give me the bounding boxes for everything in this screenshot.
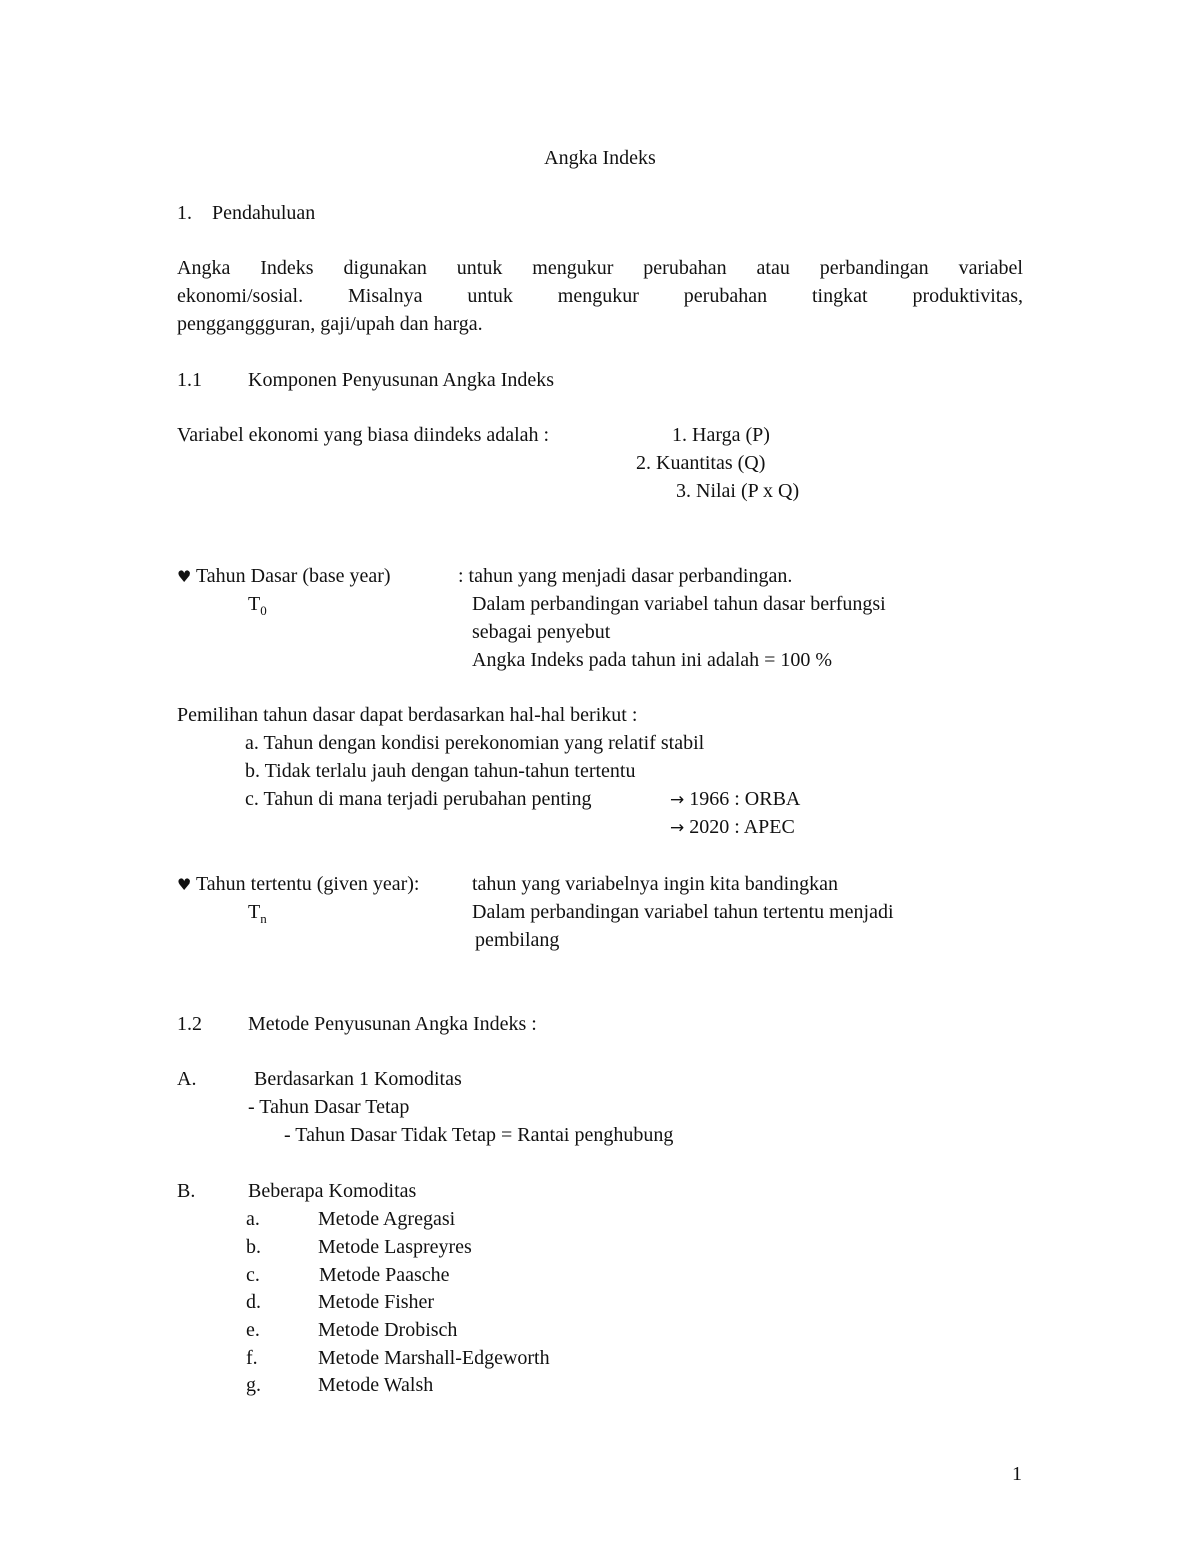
intro-paragraph-line-2: ekonomi/sosial. Misalnya untuk mengukur perubahan tingkat produktivitas, <box>177 285 1023 307</box>
base-year-desc: sebagai penyebut <box>472 621 611 643</box>
method-name: Metode Marshall-Edgeworth <box>318 1347 550 1369</box>
base-year-desc: : tahun yang menjadi dasar perbandingan. <box>458 565 793 587</box>
section-1-1-heading: Komponen Penyusunan Angka Indeks <box>248 369 555 391</box>
method-name: Metode Walsh <box>318 1374 434 1396</box>
selection-example: → 1966 : ORBA <box>670 788 801 810</box>
method-letter: a. <box>246 1208 260 1230</box>
page-title: Angka Indeks <box>544 147 656 169</box>
variable-item: 3. Nilai (P x Q) <box>676 480 800 502</box>
section-1-1-number: 1.1 <box>177 369 202 391</box>
selection-item-b: b. Tidak terlalu jauh dengan tahun-tahun tertentu <box>245 760 636 782</box>
selection-example: → 2020 : APEC <box>670 816 795 838</box>
base-year-desc: Dalam perbandingan variabel tahun dasar berfungsi <box>472 593 886 615</box>
given-year-row <box>177 870 420 899</box>
heart-icon: ♥ <box>177 567 192 586</box>
method-name: Metode Laspreyres <box>318 1236 472 1258</box>
selection-intro: Pemilihan tahun dasar dapat berdasarkan hal-hal berikut : <box>177 704 638 726</box>
section-1-number: 1. <box>177 202 192 224</box>
selection-item-c: c. Tahun di mana terjadi perubahan penting <box>245 788 592 810</box>
section-1-2-heading: Metode Penyusunan Angka Indeks : <box>248 1013 537 1035</box>
given-year-desc: Dalam perbandingan variabel tahun tertentu menjadi <box>472 901 894 923</box>
given-year-desc: tahun yang variabelnya ingin kita bandingkan <box>472 873 839 895</box>
variables-label: Variabel ekonomi yang biasa diindeks adalah : <box>177 424 550 446</box>
given-year-symbol: $T_n$ <box>248 901 267 926</box>
arrow-right-icon: → <box>670 790 685 810</box>
method-letter: c. <box>246 1264 260 1286</box>
method-letter: b. <box>246 1236 261 1258</box>
method-name: Metode Agregasi <box>318 1208 456 1230</box>
base-year-desc: Angka Indeks pada tahun ini adalah = 100 % <box>472 649 833 671</box>
method-letter: f. <box>246 1347 258 1369</box>
variable-item: 2. Kuantitas (Q) <box>636 452 766 474</box>
subsection-a-item: - Tahun Dasar Tidak Tetap = Rantai penghubung <box>284 1124 674 1146</box>
base-year-symbol: $T_0$ <box>248 593 267 618</box>
intro-paragraph-line-3: pengganggguran, gaji/upah dan harga. <box>177 313 483 335</box>
method-letter: g. <box>246 1374 261 1396</box>
subsection-a-heading: Berdasarkan 1 Komoditas <box>254 1068 462 1090</box>
method-letter: e. <box>246 1319 260 1341</box>
subsection-b-letter: B. <box>177 1180 196 1202</box>
section-1-heading: Pendahuluan <box>212 202 316 224</box>
subsection-a-item: - Tahun Dasar Tetap <box>248 1096 410 1118</box>
method-name: Metode Fisher <box>318 1291 435 1313</box>
base-year-row <box>177 562 391 591</box>
method-name: Metode Paasche <box>319 1264 450 1286</box>
given-year-desc: pembilang <box>475 929 560 951</box>
subsection-b-heading: Beberapa Komoditas <box>248 1180 417 1202</box>
section-1-2-number: 1.2 <box>177 1013 202 1035</box>
method-letter: d. <box>246 1291 261 1313</box>
given-year-label: Tahun tertentu (given year): <box>195 873 420 895</box>
base-year-label: Tahun Dasar (base year) <box>195 565 391 587</box>
page-number: 1 <box>1012 1463 1022 1485</box>
method-name: Metode Drobisch <box>318 1319 458 1341</box>
intro-paragraph-line-1: Angka Indeks digunakan untuk mengukur perubahan atau perbandingan variabel <box>177 257 1023 279</box>
selection-item-a: a. Tahun dengan kondisi perekonomian yang relatif stabil <box>245 732 705 754</box>
subsection-a-letter: A. <box>177 1068 197 1090</box>
variable-item: 1. Harga (P) <box>672 424 770 446</box>
arrow-right-icon: → <box>670 818 685 838</box>
heart-icon: ♥ <box>177 875 192 894</box>
